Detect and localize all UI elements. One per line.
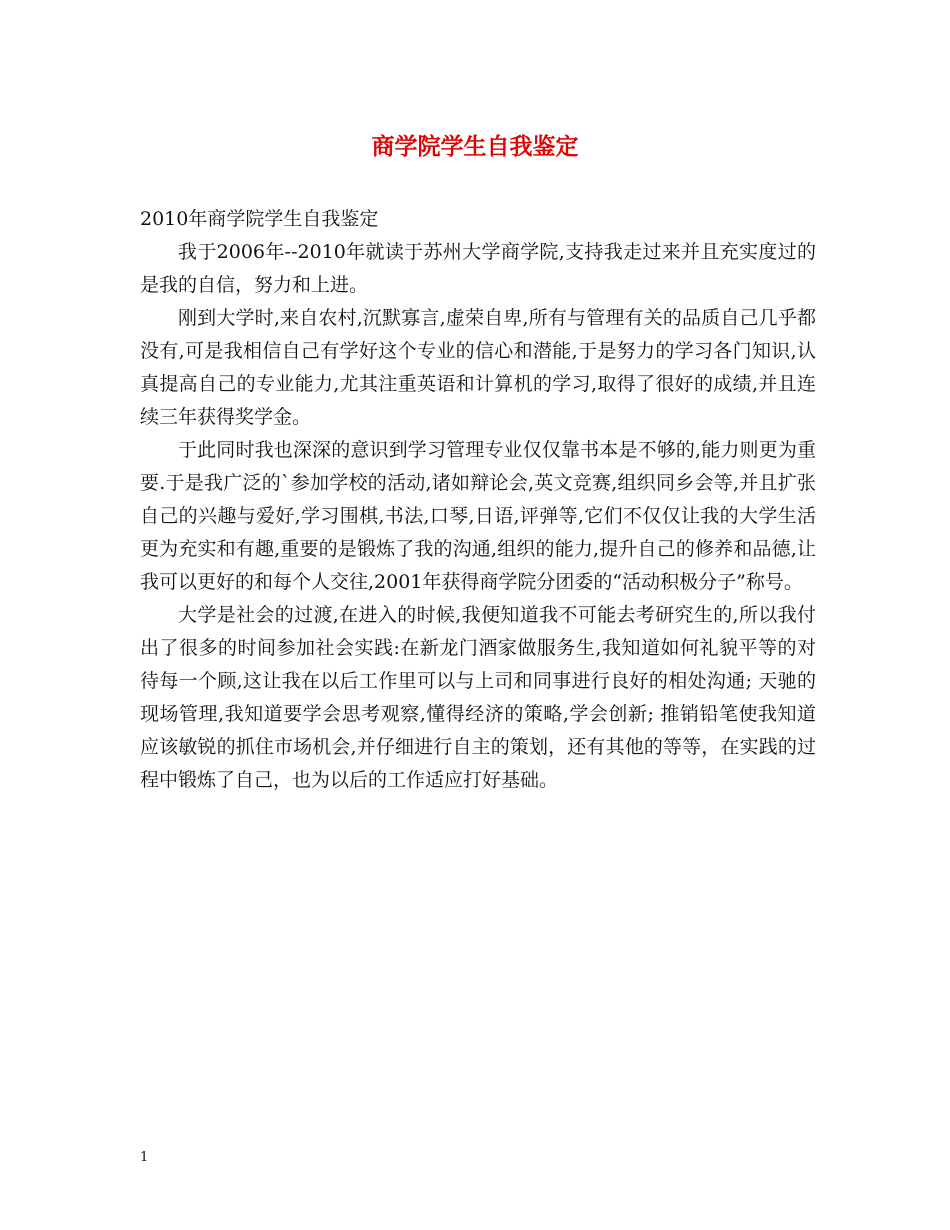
paragraph-2: 刚到大学时,来自农村,沉默寡言,虚荣自卑,所有与管理有关的品质自己几乎都没有,可是我相信自己有学好这个专业的信心和潜能,于是努力的学习各门知识,认真提高自己的专业能力,尤其注重英语和计算机的学习,取得了很好的成绩,并且连续三年获得奖学金。 [140,307,816,428]
document-subtitle: 2010年商学院学生自我鉴定 [140,208,379,230]
document-title: 商学院学生自我鉴定 [371,133,579,160]
paragraph-3: 于此同时我也深深的意识到学习管理专业仅仅靠书本是不够的,能力则更为重要.于是我广泛的`参加学校的活动,诸如辩论会,英文竞赛,组织同乡会等,并且扩张自己的兴趣与爱好,学习围棋,书法,口琴,日语,评弹等,它们不仅仅让我的大学生活更为充实和有趣,重要的是锻炼了我的沟通,组织的能力,提升自己的修养和品德,让我可以更好的和每个人交往,2001年获得商学院分团委的“活动积极分子”称号。 [140,439,816,593]
page-number: 1 [140,1150,149,1165]
paragraph-1: 我于2006年--2010年就读于苏州大学商学院,支持我走过来并且充实度过的是我的自信，努力和上进。 [140,241,816,296]
document-body [140,203,816,797]
paragraph-4: 大学是社会的过渡,在进入的时候,我便知道我不可能去考研究生的,所以我付出了很多的时间参加社会实践:在新龙门酒家做服务生,我知道如何礼貌平等的对待每一个顾,这让我在以后工作里可以与上司和同事进行良好的相处沟通; 天驰的现场管理,我知道要学会思考观察,懂得经济的策略,学会创新; 推销铅笔使我知道应该敏锐的抓住市场机会,并仔细进行自主的策划，还有其他的等等，在实践的过程中锻炼了自己，也为以后的工作适应打好基础。 [140,604,816,791]
